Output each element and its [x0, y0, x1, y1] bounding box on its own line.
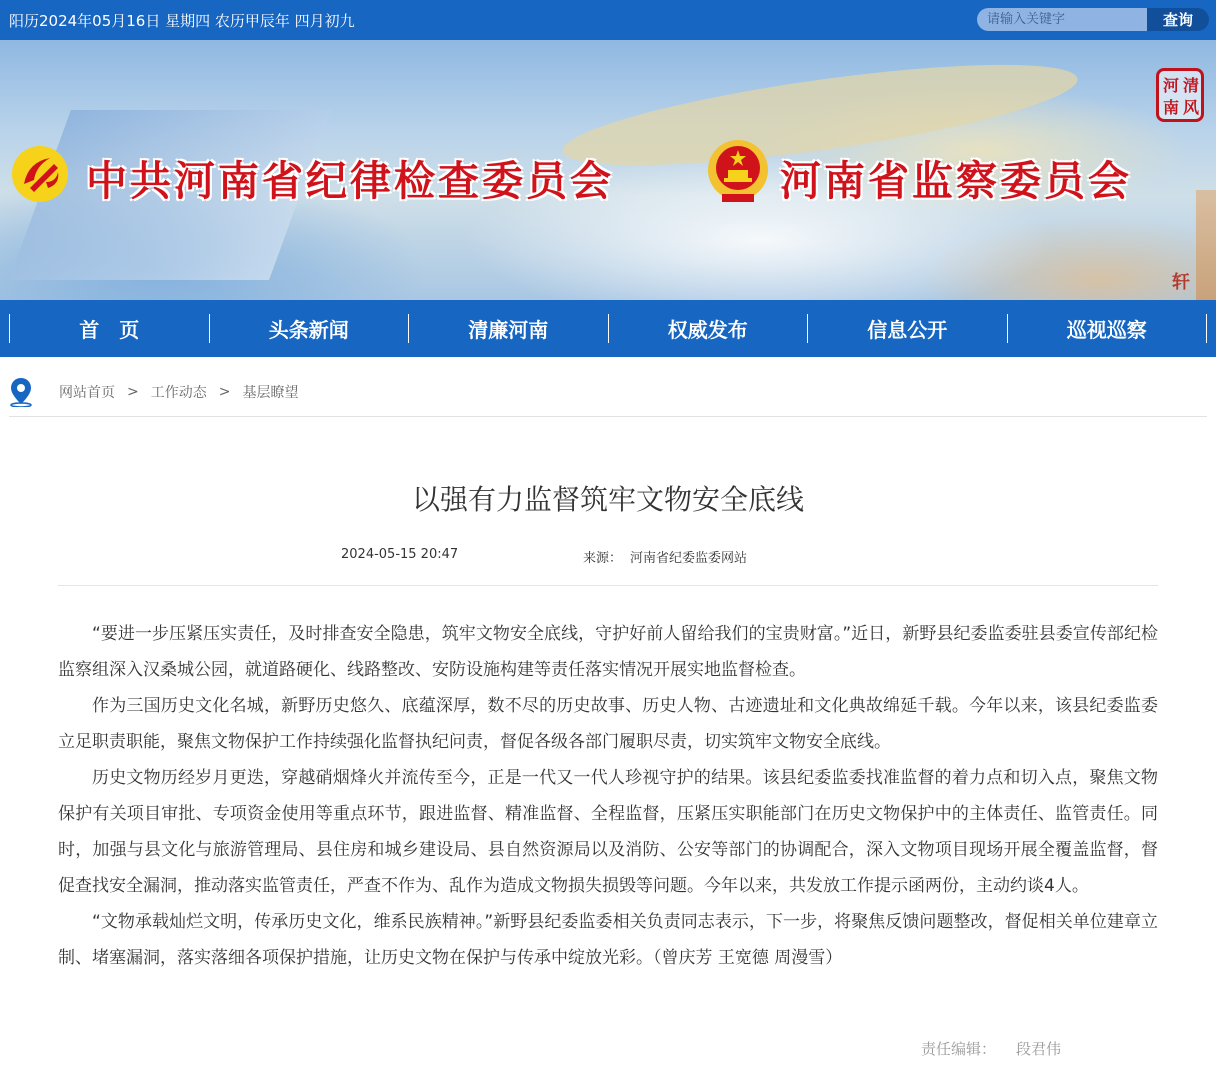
article-meta-divider	[58, 585, 1158, 586]
article-body	[58, 616, 1158, 976]
article-source: 河南省纪委监委网站	[630, 551, 748, 566]
article-editor	[921, 1038, 1061, 1059]
breadcrumb-work-news-link[interactable]: 工作动态	[150, 385, 207, 401]
seal-char: 风	[1183, 98, 1200, 117]
top-bar	[0, 0, 1216, 40]
banner-pillar-decoration	[1196, 190, 1216, 300]
article-paragraph: 作为三国历史文化名城，新野历史悠久、底蕴深厚，数不尽的历史故事、历史人物、古迹遗址和文化典故绵延千载。今年以来，该县纪委监委立足职责职能，聚焦文物保护工作持续强化监督执纪问责，督促各级各部门履职尽责，切实筑牢文物安全底线。	[58, 696, 1158, 752]
location-pin-icon	[9, 377, 33, 407]
article-title: 以强有力监督筑牢文物安全底线	[411, 483, 804, 516]
breadcrumb-divider	[9, 416, 1207, 417]
seal-logo	[1156, 68, 1204, 122]
nav-item-inspection[interactable]: 巡视巡察	[1007, 314, 1208, 343]
editor-label: 责任编辑：	[921, 1040, 997, 1058]
header-banner	[0, 40, 1216, 300]
party-emblem-icon	[10, 144, 70, 204]
nav-item-headlines[interactable]: 头条新闻	[209, 314, 409, 343]
nav-item-clean-henan[interactable]: 清廉河南	[408, 314, 608, 343]
seal-char: 南	[1163, 98, 1180, 117]
article-paragraph: “文物承载灿烂文明，传承历史文化，维系民族精神。”新野县纪委监委相关负责同志表示，下一步，将聚焦反馈问题整改，督促相关单位建章立制、堵塞漏洞，落实落细各项保护措施，让历史文物在保护与传承中绽放光彩。（曾庆芳 王宽德 周漫雪）	[58, 912, 1158, 968]
breadcrumb-grassroots-link[interactable]: 基层瞭望	[242, 385, 299, 401]
search-button[interactable]: 查询	[1147, 8, 1209, 31]
editor-name: 段君伟	[1016, 1040, 1062, 1058]
banner-title-supervision: 河南省监察委员会	[780, 157, 1132, 205]
nav-item-disclosure[interactable]: 信息公开	[807, 314, 1007, 343]
national-emblem-icon	[706, 138, 770, 204]
search-input[interactable]	[977, 8, 1147, 31]
nav-item-releases[interactable]: 权威发布	[608, 314, 808, 343]
article-time: 2024-05-15 20:47	[341, 547, 459, 562]
breadcrumb-home-link[interactable]: 网站首页	[59, 385, 115, 401]
breadcrumb	[9, 376, 298, 408]
seal-char: 清	[1183, 76, 1200, 95]
nav-item-home[interactable]: 首 页	[9, 314, 209, 343]
breadcrumb-separator: >	[218, 384, 231, 400]
banner-corner-text: 轩	[1172, 272, 1190, 293]
main-nav	[0, 300, 1216, 357]
article-paragraph: 历史文物历经岁月更迭，穿越硝烟烽火并流传至今，正是一代又一代人珍视守护的结果。该县纪委监委找准监督的着力点和切入点，聚焦文物保护有关项目审批、专项资金使用等重点环节，跟进监督、精准监督、全程监督，压紧压实职能部门在历史文物保护中的主体责任、监管责任。同时，加强与县文化与旅游管理局、县住房和城乡建设局、县自然资源局以及消防、公安等部门的协调配合，深入文物项目现场开展全覆盖监督，督促查找安全漏洞，推动落实监管责任，严查不作为、乱作为造成文物损失损毁等问题。今年以来，共发放工作提示函两份，主动约谈4人。	[58, 768, 1158, 896]
main-nav-list	[9, 314, 1207, 343]
article-source-label: 来源：	[583, 551, 623, 566]
banner-title-commission: 中共河南省纪律检查委员会	[86, 157, 614, 205]
breadcrumb-separator: >	[127, 384, 139, 400]
seal-char: 河	[1163, 76, 1180, 95]
date-display: 阳历2024年05月16日 星期四 农历甲辰年 四月初九	[9, 12, 355, 30]
article-paragraph: “要进一步压紧压实责任，及时排查安全隐患，筑牢文物安全底线，守护好前人留给我们的宝贵财富。”近日，新野县纪委监委驻县委宣传部纪检监察组深入汉桑城公园，就道路硬化、线路整改、安防设施构建等责任落实情况开展实地监督检查。	[58, 624, 1158, 680]
